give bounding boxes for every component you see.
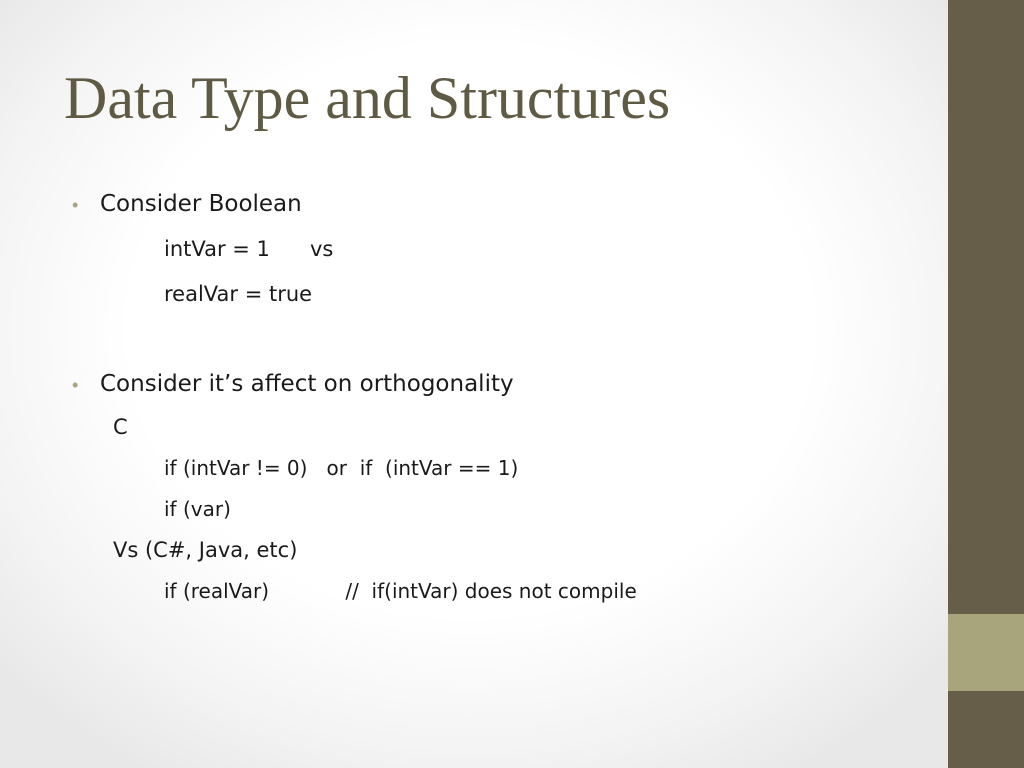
language-label-c: C	[113, 415, 128, 439]
code-line-intvar: intVar = 1 vs	[164, 237, 334, 261]
code-line-realvar: realVar = true	[164, 282, 313, 306]
bullet-text-consider-boolean: Consider Boolean	[100, 191, 302, 217]
code-line-if-var: if (var)	[164, 497, 231, 521]
bullet-text-orthogonality: Consider it’s affect on orthogonality	[100, 371, 514, 397]
decorative-sidebar-accent	[948, 614, 1024, 691]
code-line-c-comparison: if (intVar != 0) or if (intVar == 1)	[164, 456, 519, 480]
code-line-if-realvar: if (realVar) // if(intVar) does not compile	[164, 579, 637, 603]
language-label-csharp-java: Vs (C#, Java, etc)	[113, 538, 298, 562]
bullet-marker: •	[72, 375, 79, 395]
slide-title: Data Type and Structures	[64, 65, 671, 131]
bullet-marker: •	[72, 195, 79, 215]
